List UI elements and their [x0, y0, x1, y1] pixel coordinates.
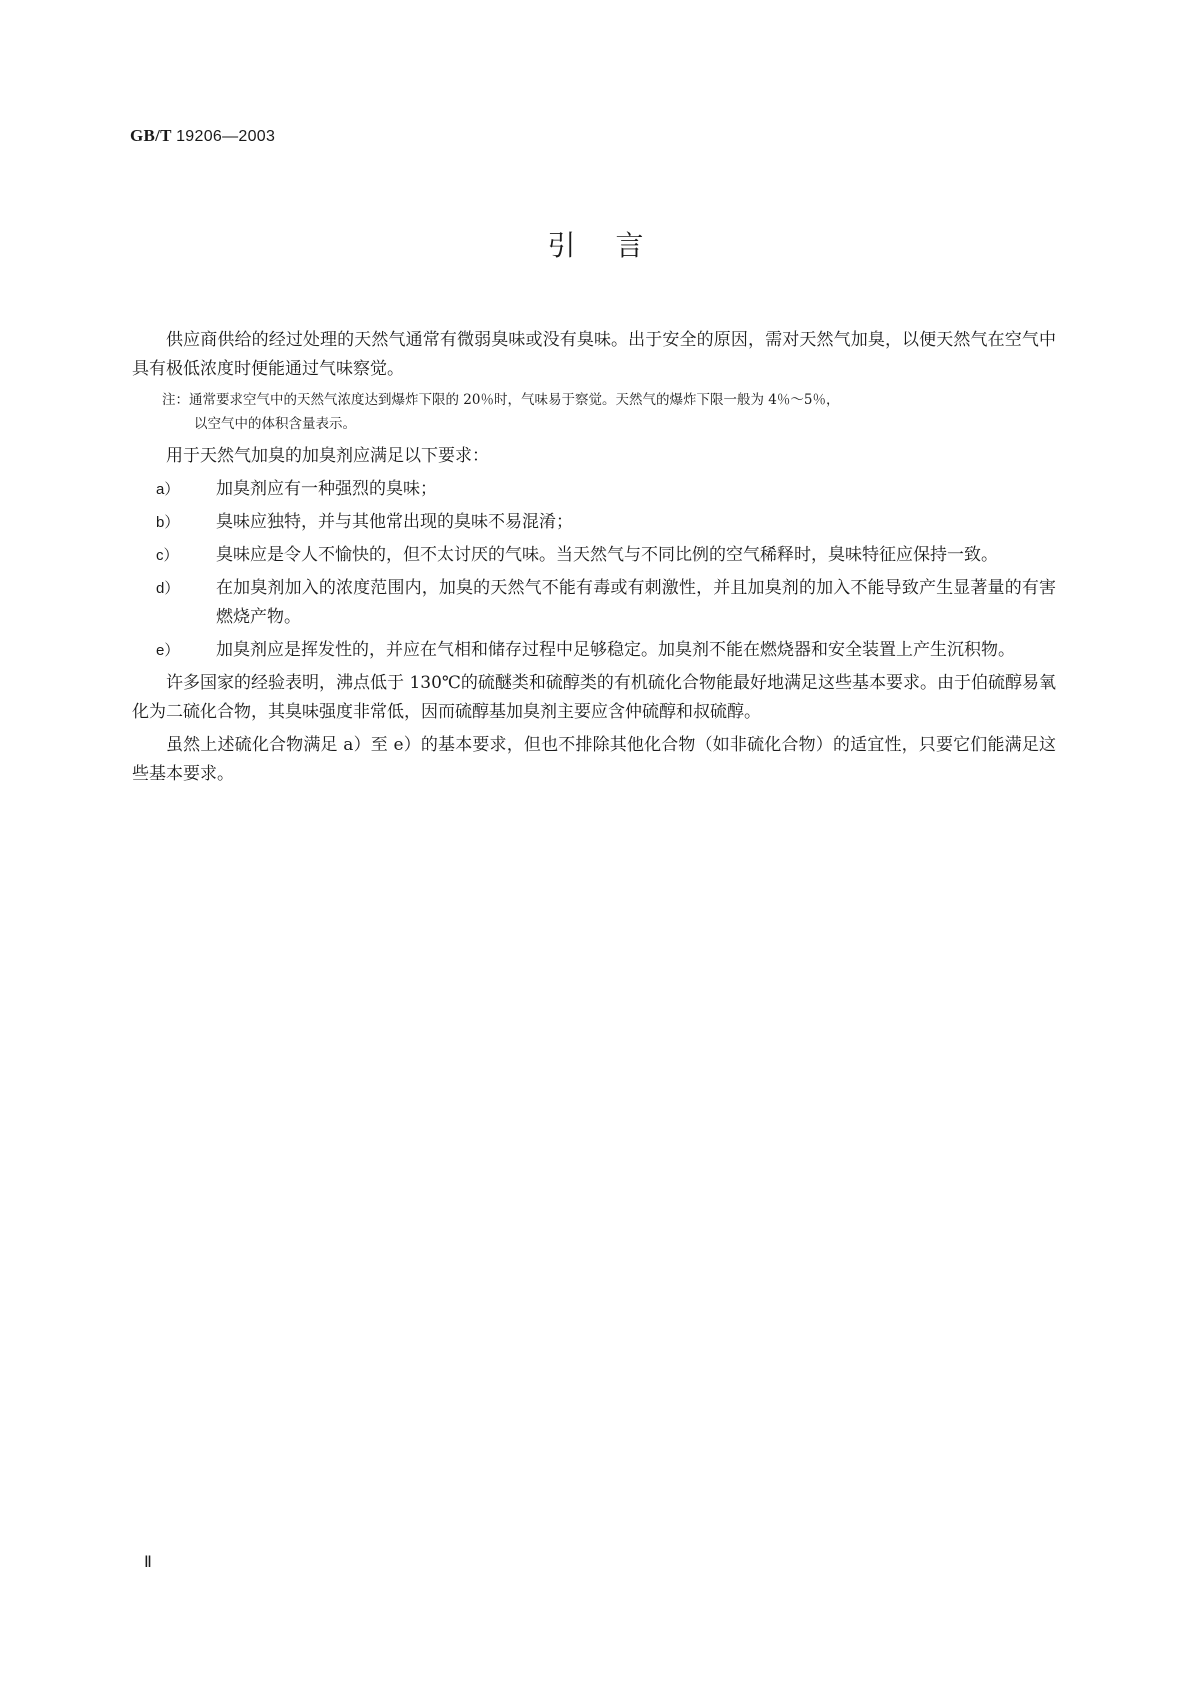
list-marker: e） — [156, 642, 180, 659]
intro-paragraph-1: 供应商供给的经过处理的天然气通常有微弱臭味或没有臭味。出于安全的原因，需对天然气加臭，以便天然气在空气中具有极低浓度时便能通过气味察觉。 — [132, 330, 1056, 379]
list-marker: a） — [156, 481, 180, 498]
list-item — [132, 636, 1056, 665]
list-item — [132, 541, 1056, 570]
list-item-text: 臭味应是令人不愉快的，但不太讨厌的气味。当天然气与不同比例的空气稀释时，臭味特征应保持一致。 — [216, 545, 998, 565]
page-title: 引言 — [547, 229, 684, 262]
intro-note — [132, 388, 1056, 436]
page-number: Ⅱ — [144, 1554, 152, 1571]
list-item-text: 加臭剂应有一种强烈的臭味； — [216, 479, 437, 499]
list-marker: d） — [156, 580, 180, 597]
standard-prefix: GB/T — [130, 126, 172, 145]
requirements-list — [132, 475, 1056, 665]
standard-code: 19206—2003 — [176, 128, 276, 145]
list-marker: b） — [156, 514, 180, 531]
list-marker: c） — [156, 547, 179, 564]
list-item-text: 臭味应独特，并与其他常出现的臭味不易混淆； — [216, 512, 573, 532]
intro-paragraph-3: 许多国家的经验表明，沸点低于 130℃的硫醚类和硫醇类的有机硫化合物能最好地满足这些基本要求。由于伯硫醇易氧化为二硫化合物，其臭味强度非常低，因而硫醇基加臭剂主要应含仲硫醇和叔硫醇。 — [132, 673, 1056, 722]
introduction-body — [132, 326, 1056, 793]
standard-number — [130, 126, 275, 146]
intro-paragraph-4: 虽然上述硫化合物满足 a）至 e）的基本要求，但也不排除其他化合物（如非硫化合物）的适宜性，只要它们能满足这些基本要求。 — [132, 735, 1056, 784]
note-line-2: 以空气中的体积含量表示。 — [194, 416, 356, 432]
list-item — [132, 574, 1056, 632]
note-line-1: 注：通常要求空气中的天然气浓度达到爆炸下限的 20％时，气味易于察觉。天然气的爆炸下限一般为 4％～5％， — [162, 392, 840, 408]
intro-paragraph-2: 用于天然气加臭的加臭剂应满足以下要求： — [166, 446, 489, 466]
list-item — [132, 508, 1056, 537]
list-item — [132, 475, 1056, 504]
list-item-text: 在加臭剂加入的浓度范围内，加臭的天然气不能有毒或有刺激性，并且加臭剂的加入不能导致产生显著量的有害燃烧产物。 — [216, 578, 1056, 627]
list-item-text: 加臭剂应是挥发性的，并应在气相和储存过程中足够稳定。加臭剂不能在燃烧器和安全装置上产生沉积物。 — [216, 640, 1015, 660]
